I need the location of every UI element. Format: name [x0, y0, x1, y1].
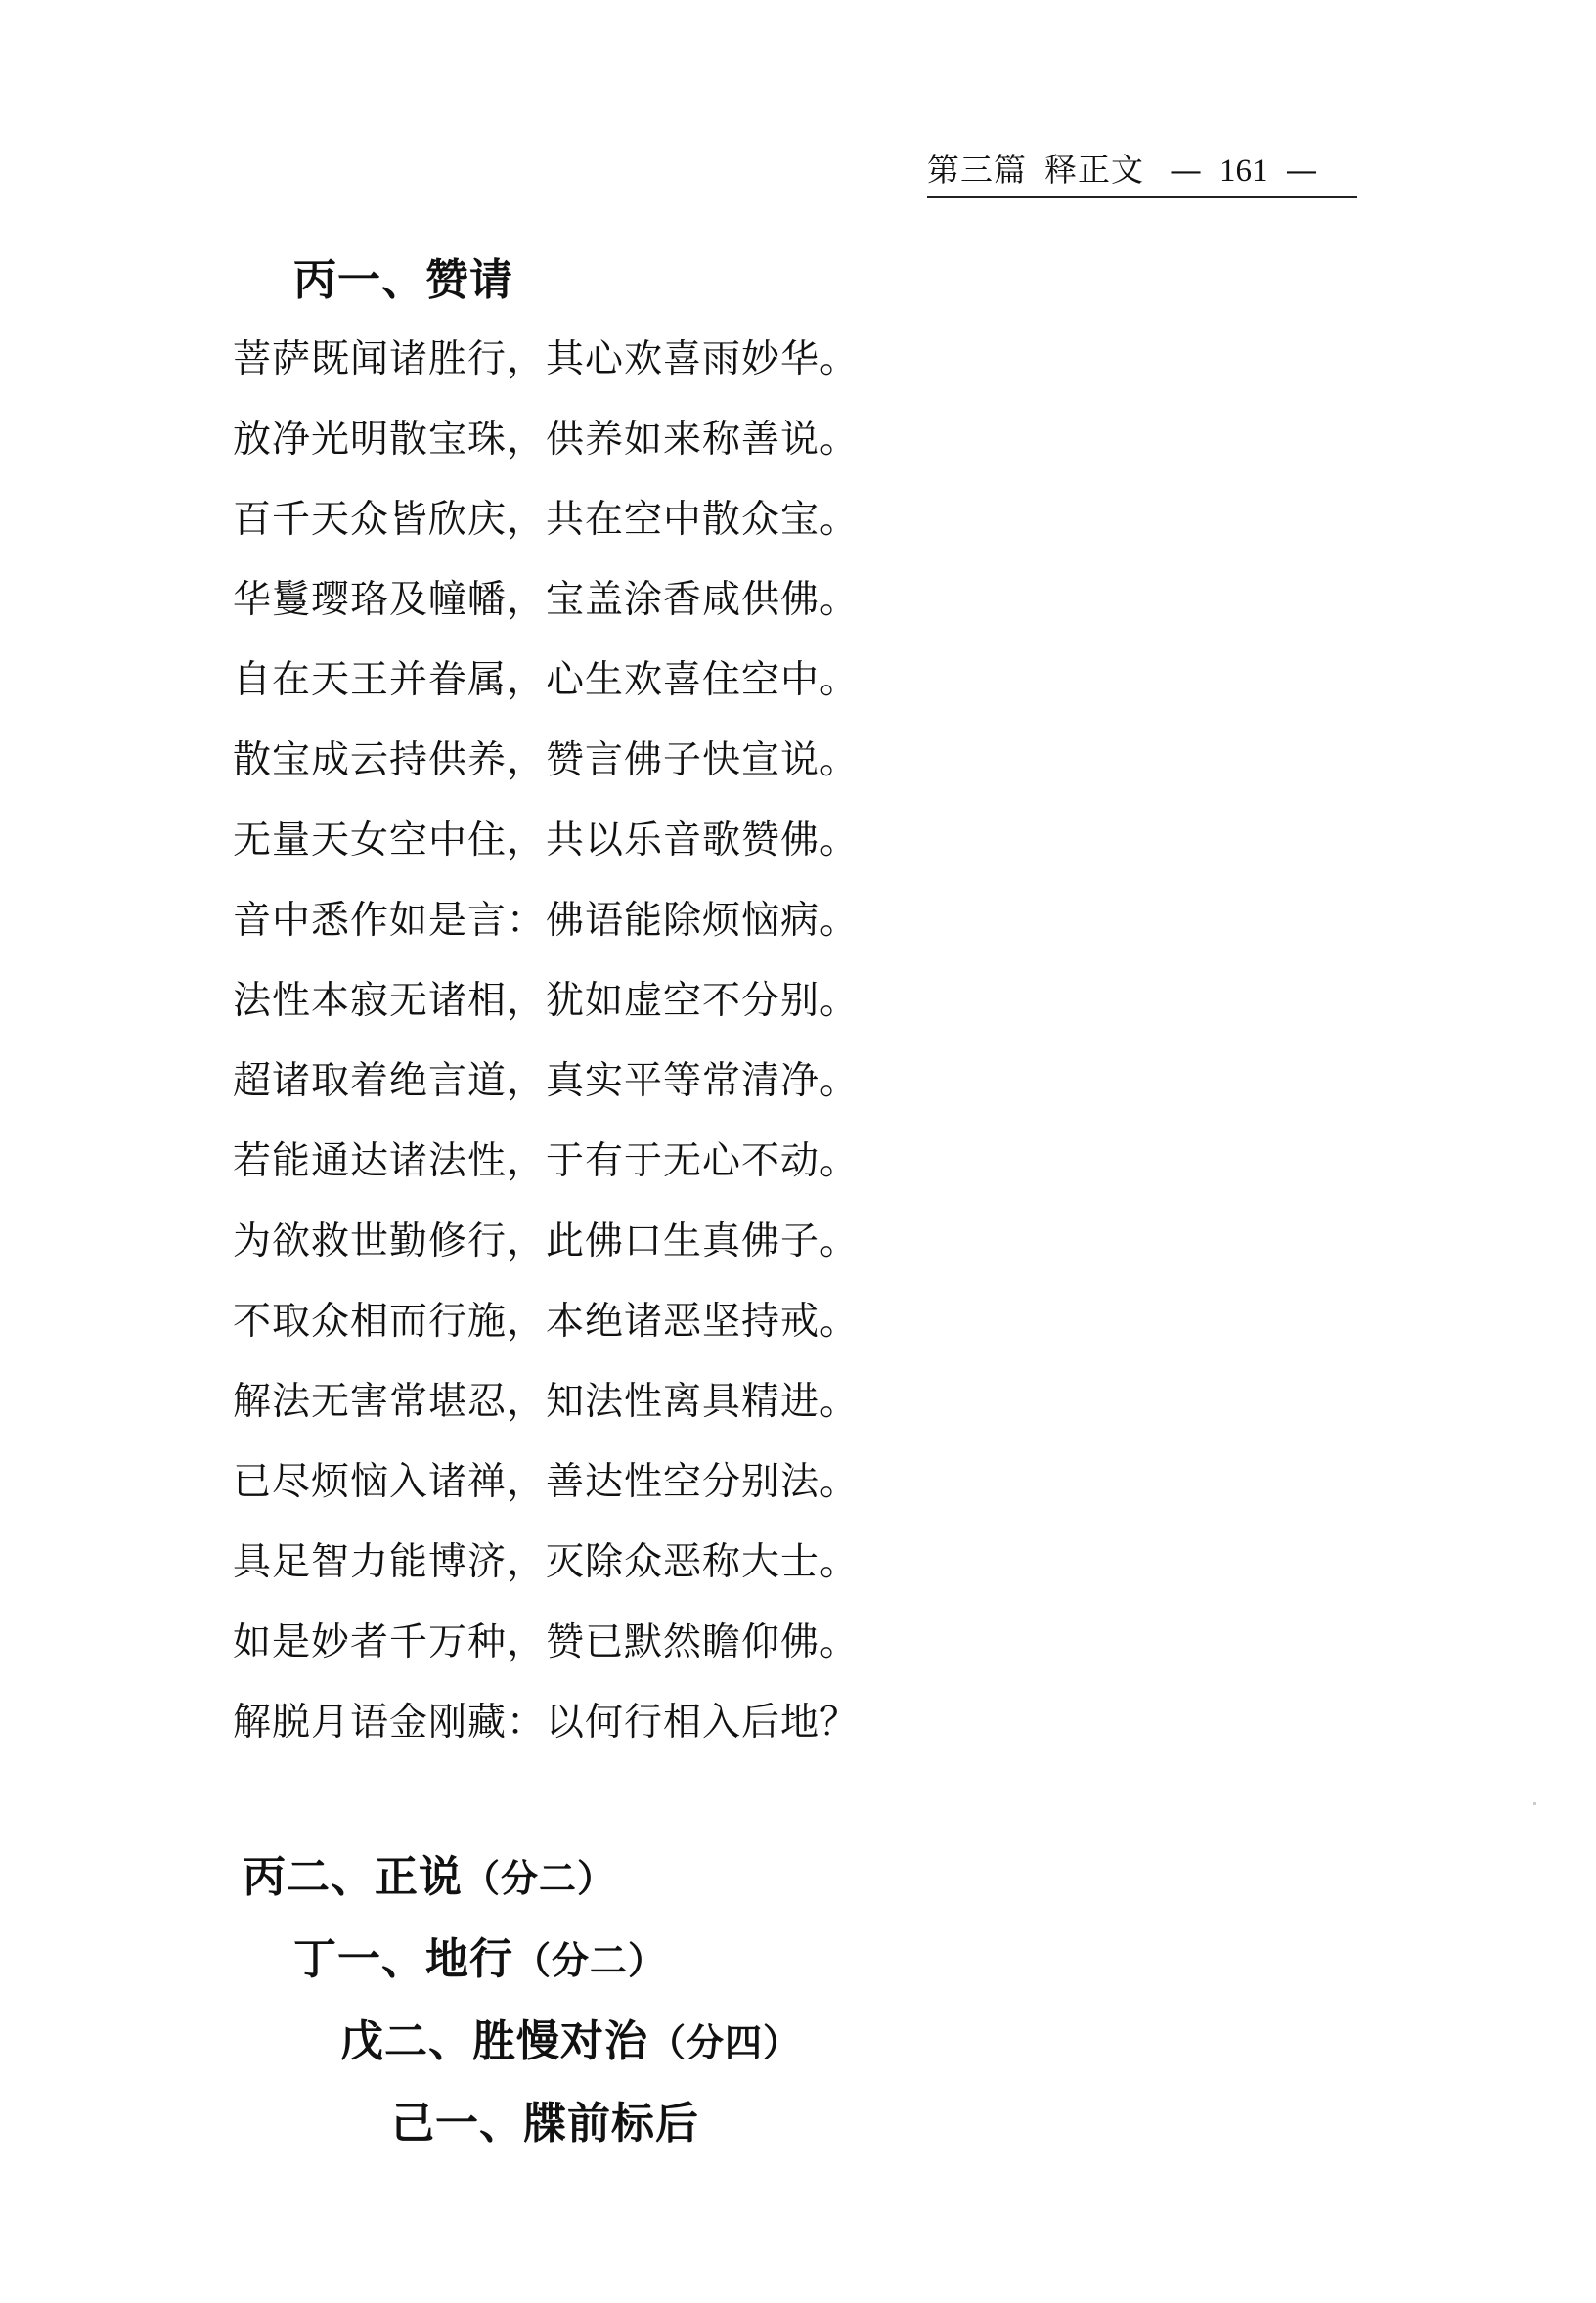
heading-text: 丙二、正说: [243, 1852, 463, 1902]
verse-line: 解法无害常堪忍，知法性离具精进。: [233, 1380, 860, 1424]
heading-text: 丁一、地行: [293, 1934, 513, 1984]
heading-zheng-shuo: [243, 1848, 615, 1908]
verse-line: 音中悉作如是言：佛语能除烦恼病。: [233, 899, 860, 943]
heading-zan-qing: 丙一、赞请: [293, 255, 513, 305]
heading-di-xing: [293, 1930, 666, 1990]
verse-line: 无量天女空中住，共以乐音歌赞佛。: [233, 819, 860, 863]
verse-line: 为欲救世勤修行，此佛口生真佛子。: [233, 1219, 860, 1263]
verse-list: [233, 331, 859, 1774]
margin-speck: [1533, 1802, 1536, 1805]
heading-note: （分二）: [463, 1856, 616, 1900]
header-dash-left: —: [1170, 151, 1202, 189]
running-header: [927, 145, 1357, 198]
verse-line: 散宝成云持供养，赞言佛子快宣说。: [233, 738, 860, 782]
heading-die-qian-biao-hou: 己一、牒前标后: [391, 2099, 699, 2148]
header-section: 释正文: [1044, 151, 1144, 189]
page-number: 161: [1219, 154, 1268, 189]
heading-sheng-man-dui-zhi: [340, 2013, 801, 2072]
verse-line: 法性本寂无诸相，犹如虚空不分别。: [233, 979, 860, 1023]
heading-note: （分二）: [513, 1938, 667, 1982]
verse-line: 若能通达诸法性，于有于无心不动。: [233, 1139, 860, 1183]
verse-line: 超诸取着绝言道，真实平等常清净。: [233, 1059, 860, 1103]
verse-line: 自在天王并眷属，心生欢喜住空中。: [233, 658, 860, 702]
verse-line: 百千天众皆欣庆，共在空中散众宝。: [233, 498, 860, 542]
heading-note: （分四）: [648, 2020, 802, 2064]
verse-line: 已尽烦恼入诸禅，善达性空分别法。: [233, 1460, 860, 1504]
verse-line: 菩萨既闻诸胜行，其心欢喜雨妙华。: [233, 337, 860, 381]
verse-line: 解脱月语金刚藏：以何行相入后地？: [233, 1701, 860, 1745]
verse-line: 如是妙者千万种，赞已默然瞻仰佛。: [233, 1620, 860, 1664]
verse-line: 具足智力能博济，灭除众恶称大士。: [233, 1540, 860, 1584]
verse-line: 华鬘璎珞及幢幡，宝盖涂香咸供佛。: [233, 578, 860, 622]
verse-line: 不取众相而行施，本绝诸恶坚持戒。: [233, 1300, 860, 1344]
header-dash-right: —: [1285, 151, 1318, 189]
heading-text: 戊二、胜慢对治: [340, 2016, 648, 2066]
verse-line: 放净光明散宝珠，供养如来称善说。: [233, 418, 860, 462]
header-chapter: 第三篇: [927, 151, 1027, 189]
